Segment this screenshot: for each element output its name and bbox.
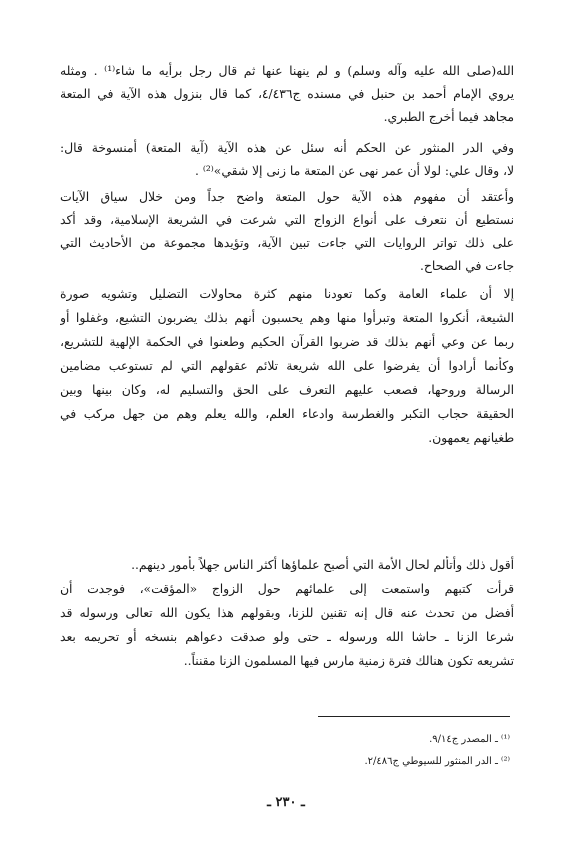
body-line-20: شرعا الزنا ـ حاشا الله ورسوله ـ حتى ولو صدقت دعواهم بنسخه أو تحريمه بعد xyxy=(60,630,514,644)
body-line-18: قرأت كتبهم واستمعت إلى علمائهم حول الزواج «المؤقت»، فوجدت أن xyxy=(60,582,514,596)
body-line-14: الرسالة وروحها، فصعب عليهم التعرف على الحق والتسليم له، وكان بينها وبين xyxy=(60,383,514,397)
body-line-12: ربما عن وعي أنهم بذلك قد ضربوا القرآن الحكيم وطعنوا في الحكمة الإلهية للتشريع، xyxy=(60,335,514,349)
footnote-2: ⁽²⁾ ـ الدر المنثور للسيوطي ج٢/٤٨٦. xyxy=(364,756,510,767)
footnote-separator xyxy=(318,716,510,717)
footnote-1: ⁽¹⁾ ـ المصدر ج٩/١٤. xyxy=(429,734,510,745)
body-line-17: أقول ذلك وأتألم لحال الأمة التي أصبح علماؤها أكثر الناس جهلاً بأمور دينهم.. xyxy=(131,558,514,572)
body-line-16: طغيانهم يعمهون. xyxy=(428,431,514,445)
body-line-15: الحقيقة حجاب التكبر والغطرسة وادعاء العلم، والله يعلم وهم من جهل مركب في xyxy=(60,407,514,421)
body-line-2: يروي الإمام أحمد بن حنبل في مسنده ج٤/٤٣٦، كما قال بنزول هذه الآية في المتعة xyxy=(60,87,514,101)
body-line-19: أفضل من تحدث عنه قال إنه تقنين للزنا، وبقولهم هذا يكون الله تعالى ورسوله قد xyxy=(60,606,514,620)
body-line-13: وكأنما أرادوا أن يفرضوا على الله شريعة تلائم عقولهم التي لم تستوعب مضامين xyxy=(60,359,514,373)
body-line-10: إلا أن علماء العامة وكما تعودنا منهم كثرة محاولات التضليل وتشويه صورة xyxy=(60,287,514,301)
body-line-8: على ذلك تواتر الروايات التي جاءت تبين الآية، وتؤيدها مجموعة من الأحاديث التي xyxy=(60,236,514,250)
page-number: ـ ٢٣٠ ـ xyxy=(267,795,305,810)
body-line-1: الله(صلى الله عليه وآله وسلم) و لم ينهنا عنها ثم قال رجل برأيه ما شاء⁽¹⁾ . ومثله xyxy=(60,64,514,78)
body-line-21: تشريعه تكون هنالك فترة زمنية مارس فيها المسلمون الزنا مقنناً.. xyxy=(183,654,514,668)
body-line-5: لا، وقال علي: لولا أن عمر نهى عن المتعة ما زنى إلا شقي»⁽²⁾ . xyxy=(195,164,514,178)
body-line-3: مجاهد فيما أخرج الطبري. xyxy=(383,110,514,124)
body-line-11: الشيعة، أنكروا المتعة وتبرأوا منها وهم يحسبون أنهم بذلك يضربون التشيع، وغفلوا أو xyxy=(60,311,514,325)
body-line-9: جاءت في الصحاح. xyxy=(419,259,514,273)
body-line-7: نستطيع أن نتعرف على أنواع الزواج التي شرعت في الشريعة الإسلامية، وقد أكد xyxy=(60,213,514,227)
body-line-6: وأعتقد أن مفهوم هذه الآية حول المتعة واضح جداً ومن خلال سياق الآيات xyxy=(60,190,514,204)
body-line-4: وفي الدر المنثور عن الحكم أنه سئل عن هذه الآية (آية المتعة) أمنسوخة قال: xyxy=(60,141,514,155)
